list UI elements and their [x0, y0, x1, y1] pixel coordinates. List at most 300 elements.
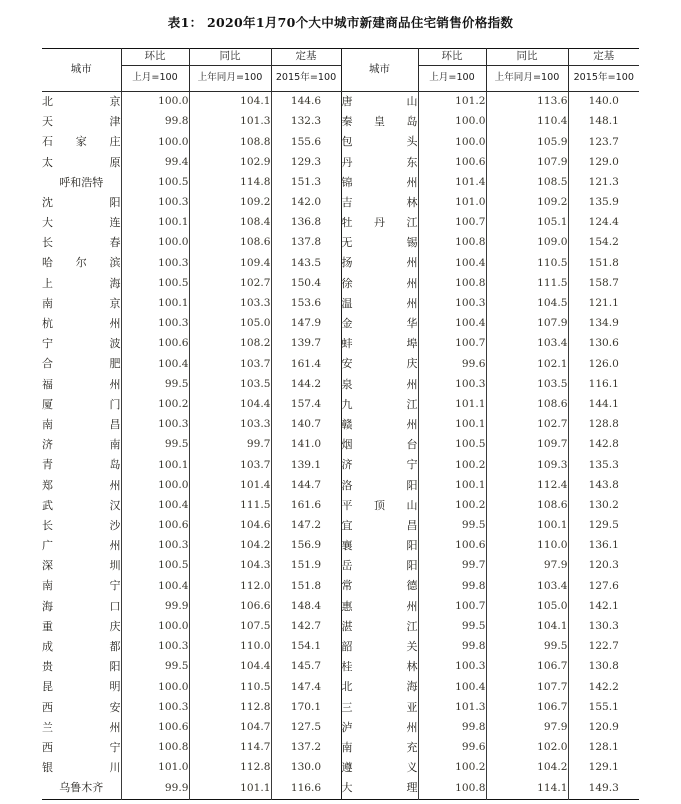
- cell-yoy: 112.0: [189, 577, 271, 597]
- cell-city: [42, 778, 121, 799]
- col-header-city-left: 城市: [42, 49, 121, 92]
- city-name: 温州: [341, 296, 418, 310]
- cell-mom: 100.6: [121, 334, 189, 354]
- cell-yoy: 110.4: [486, 112, 568, 132]
- cell-base: 155.6: [271, 132, 341, 152]
- city-name: 宁波: [42, 337, 121, 351]
- cell-yoy: 97.9: [486, 718, 568, 738]
- cell-mom: 100.1: [418, 476, 486, 496]
- cell-yoy: 110.0: [189, 637, 271, 657]
- col-subheader-base-left: 2015年=100: [271, 66, 341, 92]
- cell-city: [341, 92, 418, 113]
- city-name: 襄阳: [341, 539, 418, 553]
- cell-yoy: 99.7: [189, 435, 271, 455]
- table-body: [42, 92, 639, 800]
- table-row: [42, 496, 639, 516]
- cell-city: [341, 294, 418, 314]
- cell-mom: 101.2: [418, 92, 486, 113]
- city-name: 济南: [42, 438, 121, 452]
- city-name: 包头: [341, 135, 418, 149]
- cell-base: 151.3: [271, 173, 341, 193]
- city-name: 沈阳: [42, 195, 121, 209]
- cell-base: 154.1: [271, 637, 341, 657]
- cell-yoy: 97.9: [486, 556, 568, 576]
- cell-mom: 100.8: [418, 778, 486, 799]
- cell-yoy: 104.4: [189, 657, 271, 677]
- cell-city: [341, 132, 418, 152]
- cell-yoy: 106.6: [189, 597, 271, 617]
- cell-mom: 99.8: [418, 718, 486, 738]
- table-row: [42, 112, 639, 132]
- table-container: [42, 48, 639, 800]
- cell-mom: 99.5: [418, 617, 486, 637]
- table-row: [42, 415, 639, 435]
- cell-city: [341, 496, 418, 516]
- cell-mom: 99.5: [121, 657, 189, 677]
- city-name: 西安: [42, 700, 121, 714]
- table-row: [42, 476, 639, 496]
- cell-yoy: 111.5: [486, 274, 568, 294]
- cell-city: [42, 476, 121, 496]
- cell-mom: 100.3: [418, 294, 486, 314]
- cell-mom: 100.0: [121, 92, 189, 113]
- cell-mom: 100.2: [418, 758, 486, 778]
- cell-mom: 100.0: [121, 132, 189, 152]
- cell-mom: 99.4: [121, 153, 189, 173]
- table-row: [42, 536, 639, 556]
- cell-mom: 99.8: [418, 577, 486, 597]
- city-name: 石家庄: [42, 135, 121, 149]
- cell-city: [42, 738, 121, 758]
- cell-yoy: 103.7: [189, 354, 271, 374]
- city-name: 济宁: [341, 458, 418, 472]
- city-name: 唐山: [341, 94, 418, 108]
- cell-yoy: 110.0: [486, 536, 568, 556]
- cell-base: 151.9: [271, 556, 341, 576]
- table-row: [42, 657, 639, 677]
- cell-mom: 100.7: [418, 213, 486, 233]
- cell-city: [341, 435, 418, 455]
- cell-yoy: 102.7: [486, 415, 568, 435]
- cell-city: [341, 758, 418, 778]
- cell-base: 158.7: [568, 274, 639, 294]
- table-row: [42, 778, 639, 799]
- cell-yoy: 103.3: [189, 294, 271, 314]
- cell-mom: 101.1: [418, 395, 486, 415]
- col-subheader-base-right: 2015年=100: [568, 66, 639, 92]
- cell-mom: 100.1: [121, 455, 189, 475]
- cell-city: [341, 778, 418, 799]
- city-name: 湛江: [341, 619, 418, 633]
- cell-mom: 100.3: [121, 415, 189, 435]
- cell-mom: 99.6: [418, 738, 486, 758]
- city-name: 厦门: [42, 397, 121, 411]
- cell-city: [341, 677, 418, 697]
- cell-yoy: 104.1: [486, 617, 568, 637]
- cell-yoy: 114.7: [189, 738, 271, 758]
- cell-yoy: 101.4: [189, 476, 271, 496]
- cell-city: [341, 375, 418, 395]
- cell-mom: 99.9: [121, 778, 189, 799]
- cell-yoy: 109.0: [486, 233, 568, 253]
- cell-city: [341, 395, 418, 415]
- table-row: [42, 597, 639, 617]
- cell-city: [341, 415, 418, 435]
- city-name: 安庆: [341, 357, 418, 371]
- city-name: 海口: [42, 599, 121, 613]
- cell-mom: 100.4: [121, 496, 189, 516]
- city-name: 哈尔滨: [42, 256, 121, 270]
- cell-city: [341, 173, 418, 193]
- table-row: [42, 556, 639, 576]
- cell-yoy: 107.7: [486, 677, 568, 697]
- cell-city: [341, 354, 418, 374]
- col-subheader-mom-left: 上月=100: [121, 66, 189, 92]
- cell-base: 120.9: [568, 718, 639, 738]
- cell-city: [42, 536, 121, 556]
- cell-yoy: 105.1: [486, 213, 568, 233]
- cell-base: 139.1: [271, 455, 341, 475]
- cell-city: [42, 233, 121, 253]
- cell-base: 142.7: [271, 617, 341, 637]
- cell-base: 121.1: [568, 294, 639, 314]
- cell-mom: 100.4: [121, 354, 189, 374]
- cell-base: 124.4: [568, 213, 639, 233]
- table-row: [42, 637, 639, 657]
- cell-yoy: 104.6: [189, 516, 271, 536]
- cell-yoy: 103.7: [189, 455, 271, 475]
- cell-base: 142.1: [568, 597, 639, 617]
- cell-city: [341, 213, 418, 233]
- cell-city: [42, 435, 121, 455]
- cell-base: 150.4: [271, 274, 341, 294]
- city-name: 丹东: [341, 155, 418, 169]
- cell-base: 120.3: [568, 556, 639, 576]
- cell-mom: 100.3: [121, 193, 189, 213]
- cell-city: [341, 597, 418, 617]
- cell-city: [341, 657, 418, 677]
- city-name: 南京: [42, 296, 121, 310]
- city-name: 牡丹江: [341, 216, 418, 230]
- header-row-subs: [42, 66, 639, 92]
- city-name: 深圳: [42, 559, 121, 573]
- cell-yoy: 103.3: [189, 415, 271, 435]
- cell-city: [42, 375, 121, 395]
- cell-base: 151.8: [568, 254, 639, 274]
- cell-base: 129.1: [568, 758, 639, 778]
- cell-city: [42, 455, 121, 475]
- cell-yoy: 101.1: [189, 778, 271, 799]
- cell-base: 140.7: [271, 415, 341, 435]
- col-header-city-right: 城市: [341, 49, 418, 92]
- city-name: 南充: [341, 740, 418, 754]
- cell-yoy: 108.2: [189, 334, 271, 354]
- table-row: [42, 274, 639, 294]
- cell-base: 148.4: [271, 597, 341, 617]
- cell-base: 130.0: [271, 758, 341, 778]
- table-row: [42, 314, 639, 334]
- cell-base: 116.6: [271, 778, 341, 799]
- col-subheader-mom-right: 上月=100: [418, 66, 486, 92]
- cell-mom: 100.0: [418, 132, 486, 152]
- cell-city: [42, 173, 121, 193]
- cell-yoy: 105.0: [189, 314, 271, 334]
- cell-base: 145.7: [271, 657, 341, 677]
- cell-mom: 100.6: [418, 153, 486, 173]
- cell-yoy: 109.2: [189, 193, 271, 213]
- cell-city: [42, 193, 121, 213]
- cell-mom: 99.5: [121, 435, 189, 455]
- table-row: [42, 132, 639, 152]
- cell-yoy: 104.5: [486, 294, 568, 314]
- cell-yoy: 107.5: [189, 617, 271, 637]
- cell-city: [42, 92, 121, 113]
- cell-yoy: 102.1: [486, 354, 568, 374]
- cell-city: [341, 637, 418, 657]
- table-row: [42, 254, 639, 274]
- cell-yoy: 107.9: [486, 314, 568, 334]
- cell-city: [42, 314, 121, 334]
- cell-yoy: 104.3: [189, 556, 271, 576]
- cell-city: [42, 354, 121, 374]
- cell-base: 154.2: [568, 233, 639, 253]
- cell-city: [42, 758, 121, 778]
- cell-base: 137.2: [271, 738, 341, 758]
- city-name: 福州: [42, 377, 121, 391]
- cell-city: [42, 677, 121, 697]
- cell-base: 135.3: [568, 455, 639, 475]
- city-name: 徐州: [341, 276, 418, 290]
- city-name: 银川: [42, 761, 121, 775]
- city-name: 青岛: [42, 458, 121, 472]
- cell-mom: 100.6: [121, 718, 189, 738]
- cell-yoy: 108.5: [486, 173, 568, 193]
- table-header: [42, 49, 639, 92]
- cell-city: [341, 516, 418, 536]
- cell-base: 136.1: [568, 536, 639, 556]
- cell-city: [341, 233, 418, 253]
- cell-base: 136.8: [271, 213, 341, 233]
- cell-mom: 100.2: [418, 455, 486, 475]
- cell-yoy: 108.8: [189, 132, 271, 152]
- city-name: 泸州: [341, 720, 418, 734]
- table-row: [42, 92, 639, 113]
- table-row: [42, 153, 639, 173]
- cell-mom: 101.0: [418, 193, 486, 213]
- city-name: 平顶山: [341, 498, 418, 512]
- city-name: 九江: [341, 397, 418, 411]
- cell-yoy: 106.7: [486, 698, 568, 718]
- cell-mom: 99.8: [121, 112, 189, 132]
- cell-mom: 100.0: [418, 112, 486, 132]
- cell-city: [341, 254, 418, 274]
- city-name: 扬州: [341, 256, 418, 270]
- cell-city: [341, 112, 418, 132]
- cell-base: 147.4: [271, 677, 341, 697]
- cell-mom: 100.6: [121, 516, 189, 536]
- city-name: 遵义: [341, 761, 418, 775]
- cell-mom: 100.5: [121, 274, 189, 294]
- table-row: [42, 435, 639, 455]
- cell-yoy: 103.5: [486, 375, 568, 395]
- cell-mom: 100.4: [418, 314, 486, 334]
- city-name: 成都: [42, 640, 121, 653]
- cell-base: 141.0: [271, 435, 341, 455]
- cell-base: 134.9: [568, 314, 639, 334]
- cell-base: 128.1: [568, 738, 639, 758]
- city-name: 惠州: [341, 599, 418, 613]
- cell-mom: 100.3: [121, 536, 189, 556]
- table-row: [42, 738, 639, 758]
- header-row-groups: [42, 49, 639, 66]
- cell-mom: 100.6: [418, 536, 486, 556]
- cell-mom: 100.3: [121, 254, 189, 274]
- cell-base: 170.1: [271, 698, 341, 718]
- price-index-table: [42, 48, 639, 800]
- city-name: 兰州: [42, 720, 121, 734]
- cell-city: [42, 718, 121, 738]
- cell-yoy: 108.6: [189, 233, 271, 253]
- cell-base: 129.3: [271, 153, 341, 173]
- cell-base: 143.8: [568, 476, 639, 496]
- cell-base: 144.7: [271, 476, 341, 496]
- cell-yoy: 103.5: [189, 375, 271, 395]
- cell-city: [42, 415, 121, 435]
- cell-yoy: 105.0: [486, 597, 568, 617]
- city-name: 吉林: [341, 195, 418, 209]
- cell-city: [42, 112, 121, 132]
- cell-base: 147.9: [271, 314, 341, 334]
- cell-mom: 100.0: [121, 476, 189, 496]
- table-row: [42, 617, 639, 637]
- city-name: 秦皇岛: [341, 115, 418, 129]
- city-name: 蚌埠: [341, 337, 418, 351]
- cell-base: 116.1: [568, 375, 639, 395]
- cell-base: 140.0: [568, 92, 639, 113]
- table-row: [42, 455, 639, 475]
- cell-yoy: 103.4: [486, 334, 568, 354]
- table-row: [42, 677, 639, 697]
- cell-yoy: 106.7: [486, 657, 568, 677]
- cell-mom: 100.1: [121, 294, 189, 314]
- table-row: [42, 577, 639, 597]
- cell-mom: 100.3: [121, 698, 189, 718]
- city-name: 贵阳: [42, 660, 121, 674]
- cell-city: [42, 617, 121, 637]
- cell-base: 127.6: [568, 577, 639, 597]
- city-name: 郑州: [42, 478, 121, 492]
- cell-yoy: 110.5: [189, 677, 271, 697]
- table-row: [42, 294, 639, 314]
- cell-city: [42, 213, 121, 233]
- cell-city: [42, 254, 121, 274]
- cell-mom: 100.4: [121, 577, 189, 597]
- city-name: 杭州: [42, 317, 121, 330]
- cell-base: 143.5: [271, 254, 341, 274]
- cell-base: 149.3: [568, 778, 639, 799]
- col-subheader-yoy-left: 上年同月=100: [189, 66, 271, 92]
- cell-base: 153.6: [271, 294, 341, 314]
- cell-base: 151.8: [271, 577, 341, 597]
- cell-mom: 99.5: [121, 375, 189, 395]
- city-name: 上海: [42, 276, 121, 290]
- cell-city: [341, 536, 418, 556]
- city-name: 北海: [341, 680, 418, 694]
- city-name: 南昌: [42, 417, 121, 431]
- cell-city: [341, 193, 418, 213]
- cell-yoy: 109.3: [486, 455, 568, 475]
- cell-city: [42, 294, 121, 314]
- cell-yoy: 112.8: [189, 698, 271, 718]
- cell-yoy: 104.7: [189, 718, 271, 738]
- cell-base: 142.0: [271, 193, 341, 213]
- cell-city: [42, 637, 121, 657]
- cell-mom: 100.3: [418, 657, 486, 677]
- cell-base: 130.2: [568, 496, 639, 516]
- cell-base: 144.1: [568, 395, 639, 415]
- table-row: [42, 193, 639, 213]
- cell-city: [42, 395, 121, 415]
- col-header-yoy-left: 同比: [189, 49, 271, 66]
- cell-mom: 100.2: [418, 496, 486, 516]
- cell-base: 137.8: [271, 233, 341, 253]
- cell-mom: 100.8: [121, 738, 189, 758]
- cell-mom: 100.5: [418, 435, 486, 455]
- cell-mom: 100.4: [418, 677, 486, 697]
- cell-city: [341, 617, 418, 637]
- city-name: 南宁: [42, 579, 121, 593]
- city-name: 锦州: [341, 175, 418, 189]
- cell-city: [42, 556, 121, 576]
- cell-base: 122.7: [568, 637, 639, 657]
- table-row: [42, 698, 639, 718]
- cell-base: 135.9: [568, 193, 639, 213]
- cell-city: [42, 153, 121, 173]
- city-name: 岳阳: [341, 559, 418, 573]
- cell-mom: 101.3: [418, 698, 486, 718]
- cell-base: 142.2: [568, 677, 639, 697]
- cell-yoy: 103.4: [486, 577, 568, 597]
- cell-mom: 100.0: [121, 233, 189, 253]
- cell-yoy: 102.9: [189, 153, 271, 173]
- city-name: 重庆: [42, 619, 121, 633]
- cell-city: [42, 657, 121, 677]
- cell-yoy: 111.5: [189, 496, 271, 516]
- col-header-base-right: 定基: [568, 49, 639, 66]
- cell-city: [341, 153, 418, 173]
- cell-city: [42, 516, 121, 536]
- cell-yoy: 104.4: [189, 395, 271, 415]
- cell-base: 132.3: [271, 112, 341, 132]
- table-row: [42, 173, 639, 193]
- cell-yoy: 110.5: [486, 254, 568, 274]
- cell-yoy: 99.5: [486, 637, 568, 657]
- cell-yoy: 113.6: [486, 92, 568, 113]
- cell-base: 161.6: [271, 496, 341, 516]
- cell-yoy: 105.9: [486, 132, 568, 152]
- cell-mom: 100.5: [121, 556, 189, 576]
- cell-base: 123.7: [568, 132, 639, 152]
- city-name: 三亚: [341, 700, 418, 714]
- city-name: 合肥: [42, 357, 121, 371]
- city-name: 乌鲁木齐: [59, 781, 104, 795]
- cell-base: 147.2: [271, 516, 341, 536]
- city-name: 长沙: [42, 518, 121, 532]
- table-row: [42, 354, 639, 374]
- cell-base: 128.8: [568, 415, 639, 435]
- cell-yoy: 109.4: [189, 254, 271, 274]
- city-name: 广州: [42, 539, 121, 553]
